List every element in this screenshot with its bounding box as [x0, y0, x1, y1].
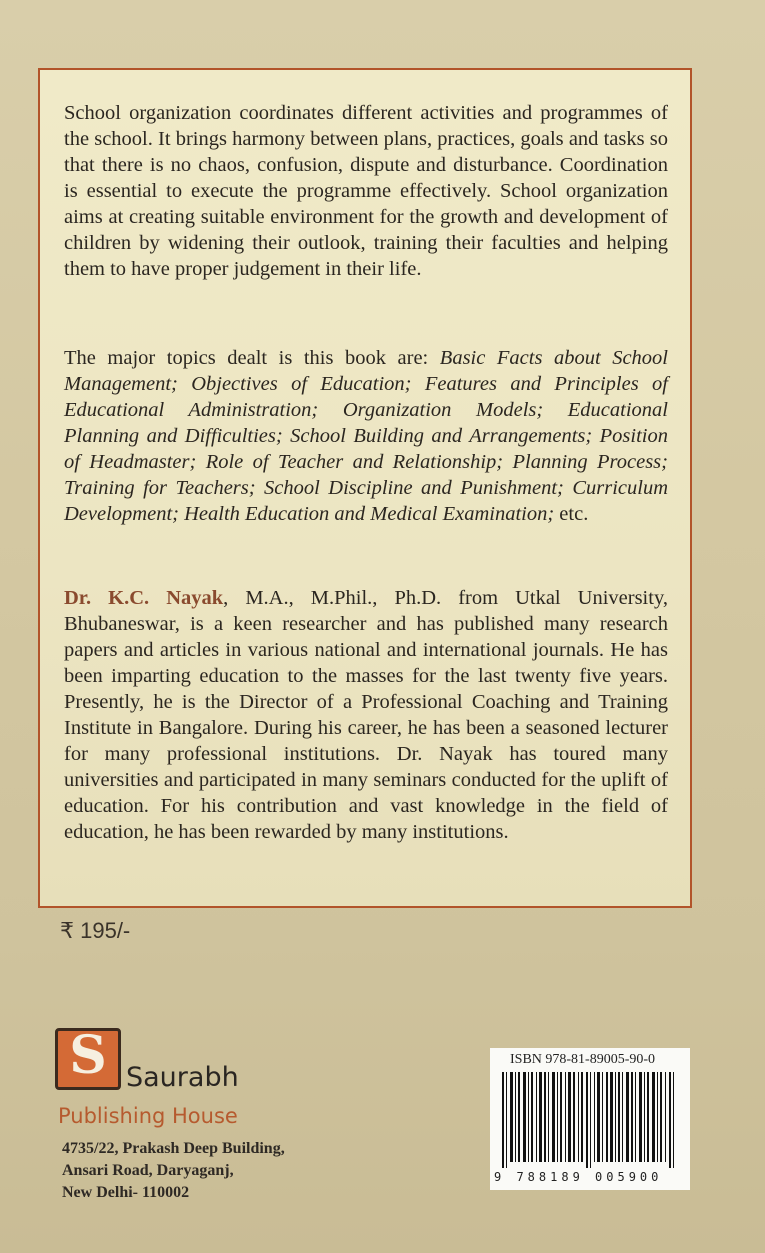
author-name: Dr. K.C. Nayak — [64, 587, 224, 609]
isbn-label: ISBN 978-81-89005-90-0 — [510, 1052, 656, 1067]
summary-paragraph: School organization coordinates different activities and programmes of the school. It brings harmony between plans, practices, goals and tasks so that there is no chaos, confusion, dispute and disturbance. Coordination is essential to execute the programme effectively. School organization aims at creating suitable environment for the growth and development of children by widening their outlook, training their faculties and helping them to have proper judgement in their life. — [64, 102, 668, 280]
topics-end: etc. — [554, 503, 589, 525]
description-box — [38, 68, 692, 908]
publisher-address — [62, 1138, 285, 1204]
author-bio: , M.A., M.Phil., Ph.D. from Utkal University, Bhubaneswar, is a keen researcher and has published many research papers and articles in various national and international journals. He has been imparting education to the masses for the last twenty five years. Presently, he is the Director of a Professional Coaching and Training Institute in Bangalore. During his career, he has been a seasoned lecturer for many professional institutions. Dr. Nayak has toured many universities and participated in many seminars conducted for the uplift of education. For his contribution and vast knowledge in the field of education, he has been rewarded by many institutions. — [64, 587, 668, 843]
author-paragraph — [64, 585, 668, 845]
address-line-3: New Delhi- 110002 — [62, 1184, 190, 1201]
barcode-icon — [500, 1072, 680, 1168]
isbn-barcode-block — [490, 1048, 690, 1190]
publisher-logo-icon — [55, 1025, 121, 1090]
publisher-name: Saurabh — [126, 1062, 239, 1093]
address-line-1: 4735/22, Prakash Deep Building, — [62, 1140, 285, 1157]
logo-letter: S — [69, 1025, 107, 1086]
topics-paragraph — [64, 345, 668, 527]
isbn-digits: 9 788189 005900 — [494, 1170, 663, 1184]
address-line-2: Ansari Road, Daryaganj, — [62, 1162, 234, 1179]
publisher-subtitle: Publishing House — [58, 1104, 238, 1128]
topics-intro: The major topics dealt is this book are: — [64, 347, 440, 369]
topics-list: Basic Facts about School Management; Objectives of Education; Features and Principles of Educational Administration; Organization Models; Educational Planning and Difficulties; School Building and Arrangements; Position of Headmaster; Role of Teacher and Relationship; Planning Process; Training for Teachers; School Discipline and Punishment; Curriculum Development; Health Education and Medical Examination; — [64, 347, 668, 525]
price-label: ₹ 195/- — [60, 918, 131, 943]
